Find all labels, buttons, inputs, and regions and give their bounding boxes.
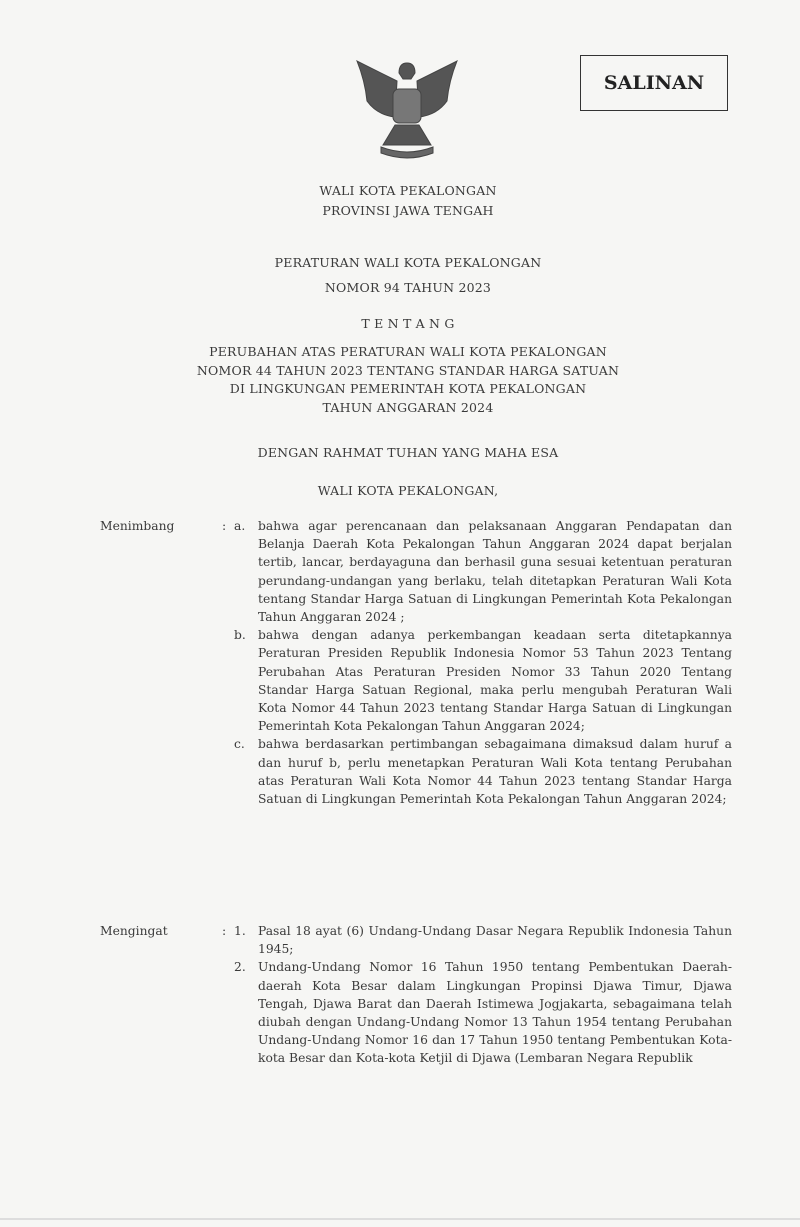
menimbang-section xyxy=(100,517,740,808)
issuer-line-2: PROVINSI JAWA TENGAH xyxy=(322,203,494,218)
salinan-stamp: SALINAN xyxy=(580,55,728,111)
about-heading: T E N T A N G xyxy=(361,316,455,331)
list-item xyxy=(234,922,740,958)
issuer-line-1: WALI KOTA PEKALONGAN xyxy=(319,183,497,198)
invocation: DENGAN RAHMAT TUHAN YANG MAHA ESA xyxy=(257,445,559,460)
item-marker: a. xyxy=(234,519,246,533)
list-item xyxy=(234,626,740,735)
item-text: bahwa dengan adanya perkembangan keadaan serta ditetapkannya Peraturan Presiden Republik Indonesia Nomor 53 Tahun 2023 Tentang Perubahan Atas Peraturan Presiden Nomor 33 Tahun 2020 Tentang Standar Harga Satuan Regional, maka perlu mengubah Peraturan Wali Kota Nomor 44 Tahun 2023 tentang Standar Harga Satuan di Lingkungan Pemerintah Kota Pekalongan Tahun Anggaran 2024; xyxy=(258,628,732,734)
section-label: Menimbang xyxy=(100,519,175,533)
section-colon: : xyxy=(222,924,227,938)
section-colon: : xyxy=(222,519,227,533)
garuda-emblem-icon xyxy=(345,55,470,163)
title-line: DI LINGKUNGAN PEMERINTAH KOTA PEKALONGAN xyxy=(229,381,587,396)
title-line: NOMOR 44 TAHUN 2023 TENTANG STANDAR HARGA SATUAN xyxy=(196,362,620,378)
item-marker: 1. xyxy=(234,924,246,938)
authority: WALI KOTA PEKALONGAN, xyxy=(317,483,499,498)
regulation-title xyxy=(0,343,800,417)
list-item xyxy=(234,517,740,626)
title-line: PERUBAHAN ATAS PERATURAN WALI KOTA PEKALONGAN xyxy=(209,344,607,359)
item-marker: c. xyxy=(234,737,245,752)
mengingat-section xyxy=(100,922,740,1068)
regulation-type: PERATURAN WALI KOTA PEKALONGAN xyxy=(274,255,542,270)
list-item xyxy=(234,735,740,808)
section-label: Mengingat xyxy=(100,924,168,938)
item-text: Undang-Undang Nomor 16 Tahun 1950 tentang Pembentukan Daerah-daerah Kota Besar dalam Lingkungan Propinsi Djawa Timur, Djawa Tengah, Djawa Barat dan Daerah Istimewa Jogjakarta, sebagaimana telah diubah dengan Undang-Undang Nomor 13 Tahun 1954 tentang Perubahan Undang-Undang Nomor 16 dan 17 Tahun 1950 tentang Pembentukan Kota-kota Besar dan Kota-kota Ketjil di Djawa (Lembaran Negara Republik xyxy=(258,960,732,1066)
regulation-number: NOMOR 94 TAHUN 2023 xyxy=(324,280,492,295)
page-edge xyxy=(0,1218,800,1220)
item-marker: 2. xyxy=(234,960,246,975)
list-item xyxy=(234,958,740,1067)
title-line: TAHUN ANGGARAN 2024 xyxy=(322,399,494,415)
item-text: bahwa berdasarkan pertimbangan sebagaimana dimaksud dalam huruf a dan huruf b, perlu menetapkan Peraturan Wali Kota tentang Perubahan atas Peraturan Wali Kota Nomor 44 Tahun 2023 tentang Standar Harga Satuan di Lingkungan Pemerintah Kota Pekalongan Tahun Anggaran 2024; xyxy=(258,737,732,807)
item-marker: b. xyxy=(234,628,246,643)
item-text: Pasal 18 ayat (6) Undang-Undang Dasar Negara Republik Indonesia Tahun 1945; xyxy=(258,924,732,957)
item-text: bahwa agar perencanaan dan pelaksanaan Anggaran Pendapatan dan Belanja Daerah Kota Pekalongan Tahun Anggaran 2024 dapat berjalan tertib, lancar, berdayaguna dan berhasil guna sesuai ketentuan peraturan perundang-undangan yang berlaku, telah ditetapkan Peraturan Wali Kota tentang Standar Harga Satuan di Lingkungan Pemerintah Kota Pekalongan Tahun Anggaran 2024 ; xyxy=(258,519,732,625)
